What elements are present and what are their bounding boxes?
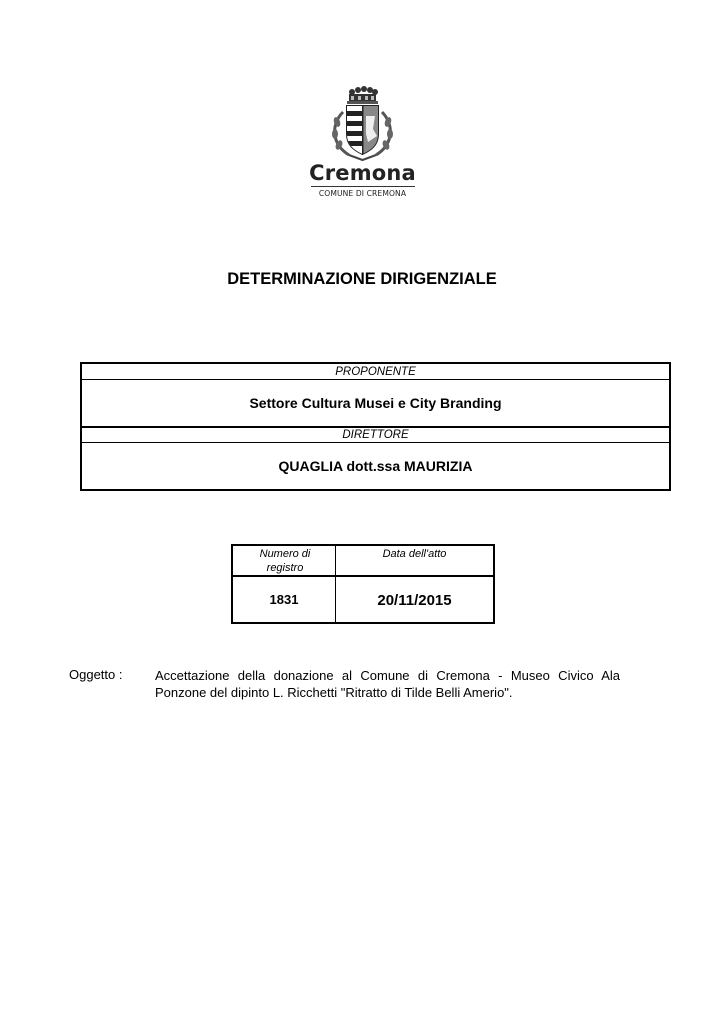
logo-subtitle: COMUNE DI CREMONA — [318, 189, 407, 198]
coat-of-arms-icon — [325, 84, 400, 164]
logo-wordmark: Cremona — [309, 161, 416, 185]
director-value: QUAGLIA dott.ssa MAURIZIA — [278, 458, 473, 474]
document-title: DETERMINAZIONE DIRIGENZIALE — [227, 270, 497, 288]
divider — [82, 379, 669, 380]
cremona-logo — [305, 84, 420, 202]
subject-label: Oggetto : — [69, 667, 123, 682]
registry-date-label: Data dell'atto — [382, 548, 447, 560]
registry-number-label: Numero di registro — [259, 548, 311, 574]
registry-table — [231, 544, 495, 624]
divider — [233, 575, 493, 577]
registry-date: 20/11/2015 — [377, 592, 452, 609]
divider — [82, 442, 669, 443]
proponent-box — [80, 362, 671, 491]
registry-number: 1831 — [269, 592, 299, 607]
logo-divider — [311, 186, 415, 187]
director-label: DIRETTORE — [342, 429, 409, 441]
subject-text: Accettazione della donazione al Comune di Cremona - Museo Civico Ala Ponzone del dipinto L. Ricchetti "Ritratto di Tilde Belli Amerio". — [155, 668, 620, 700]
proponent-value: Settore Cultura Musei e City Branding — [249, 395, 502, 411]
proponent-label: PROPONENTE — [335, 366, 416, 378]
